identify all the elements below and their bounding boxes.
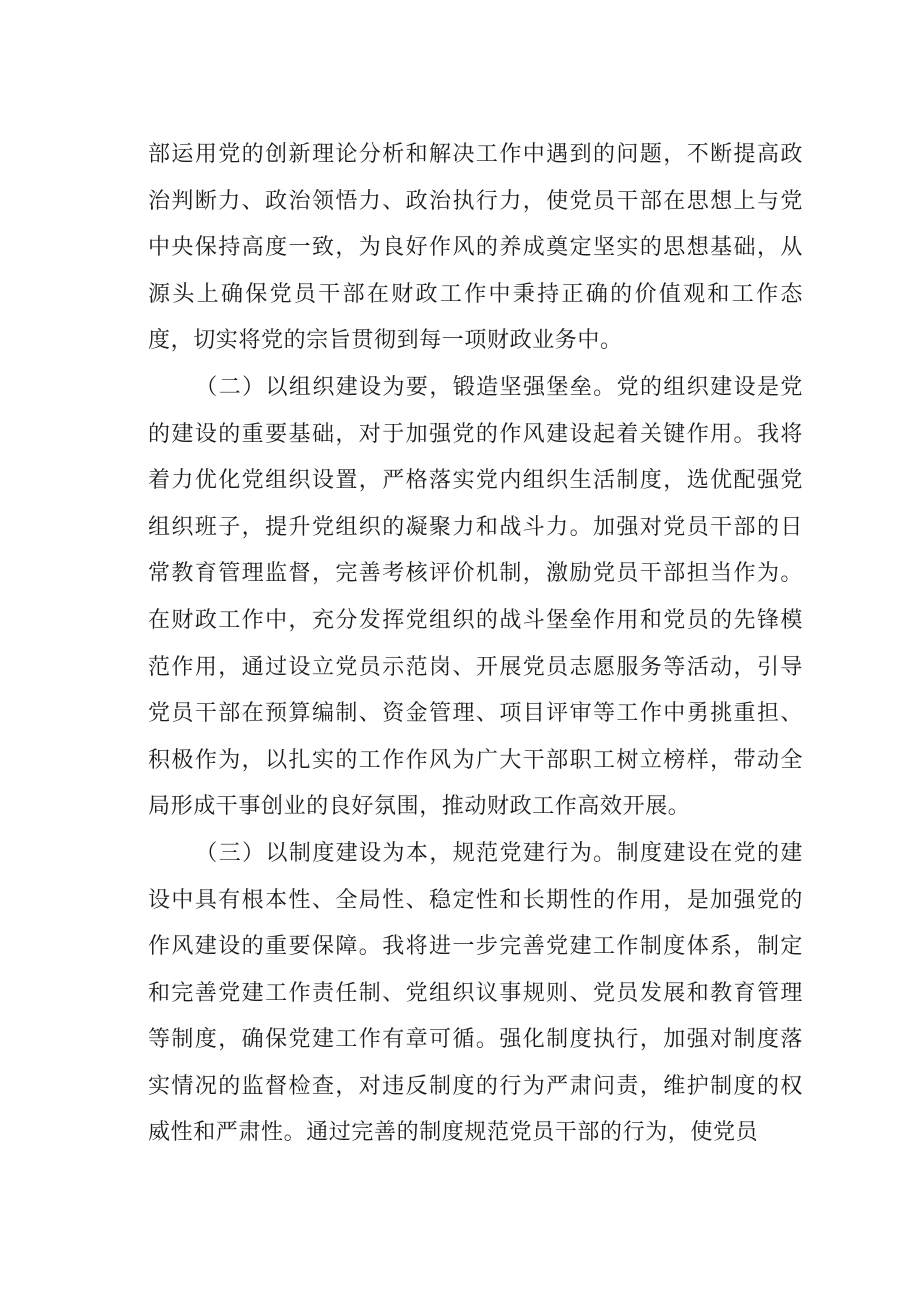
paragraph-continuation: 部运用党的创新理论分析和解决工作中遇到的问题，不断提高政治判断力、政治领悟力、政治执行力，使党员干部在思想上与党中央保持高度一致，为良好作风的养成奠定坚实的思想基础，从源头上确保党员干部在财政工作中秉持正确的价值观和工作态度，切实将党的宗旨贯彻到每一项财政业务中。 bbox=[148, 142, 803, 354]
paragraph-system-building: （三）以制度建设为本，规范党建行为。制度建设在党的建设中具有根本性、全局性、稳定性和长期性的作用，是加强党的作风建设的重要保障。我将进一步完善党建工作制度体系，制定和完善党建工作责任制、党组织议事规则、党员发展和教育管理等制度，确保党建工作有章可循。强化制度执行，加强对制度落实情况的监督检查，对违反制度的行为严肃问责，维护制度的权威性和严肃性。通过完善的制度规范党员干部的行为，使党员 bbox=[148, 840, 803, 1146]
paragraph-organization-building: （二）以组织建设为要，锻造坚强堡垒。党的组织建设是党的建设的重要基础，对于加强党的作风建设起着关键作用。我将着力优化党组织设置，严格落实党内组织生活制度，选优配强党组织班子，提升党组织的凝聚力和战斗力。加强对党员干部的日常教育管理监督，完善考核评价机制，激励党员干部担当作为。在财政工作中，充分发挥党组织的战斗堡垒作用和党员的先锋模范作用，通过设立党员示范岗、开展党员志愿服务等活动，引导党员干部在预算编制、资金管理、项目评审等工作中勇挑重担、积极作为，以扎实的工作作风为广大干部职工树立榜样，带动全局形成干事创业的良好氛围，推动财政工作高效开展。 bbox=[148, 374, 803, 820]
document-body bbox=[148, 132, 803, 1157]
